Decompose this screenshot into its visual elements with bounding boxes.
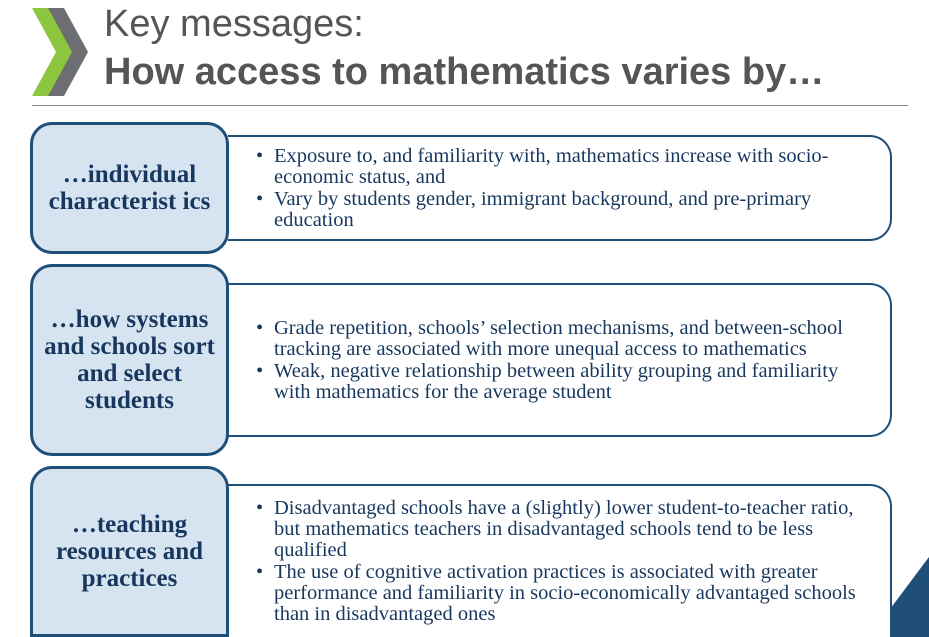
row-content-teaching-resources — [228, 484, 892, 637]
title-divider — [32, 105, 908, 106]
bullet-item: • Vary by students gender, immigrant background, and pre-primary education — [254, 189, 872, 231]
oecd-chevron-logo-icon — [30, 4, 88, 100]
bullet-list — [254, 317, 872, 404]
bullet-item: • Disadvantaged schools have a (slightly) lower student-to-teacher ratio, but mathematics teachers in disadvantaged schools tend to be less qualified — [254, 498, 872, 561]
bullet-item: • The use of cognitive activation practices is associated with greater performance and familiarity in socio-economically advantaged schools than in disadvantaged ones — [254, 562, 872, 625]
slide-title-line-2: How access to mathematics varies by… — [104, 51, 825, 93]
row-content-systems-and-schools — [228, 283, 892, 437]
slide-title-line-1: Key messages: — [104, 3, 364, 45]
bullet-list — [254, 145, 872, 232]
bullet-item: • Exposure to, and familiarity with, mathematics increase with socio-economic status, and — [254, 146, 872, 188]
row-label-teaching-resources: …teaching resources and practices — [30, 466, 229, 637]
bullet-item: • Grade repetition, schools’ selection mechanisms, and between-school tracking are associated with more unequal access to mathematics — [254, 318, 872, 360]
bullet-item: • Weak, negative relationship between ability grouping and familiarity with mathematics for the average student — [254, 361, 872, 403]
row-label-systems-and-schools: …how systems and schools sort and select students — [30, 264, 229, 456]
row-content-individual-characteristics — [228, 135, 892, 241]
row-label-individual-characteristics: …individual characterist ics — [30, 122, 229, 254]
bullet-list — [254, 497, 872, 626]
